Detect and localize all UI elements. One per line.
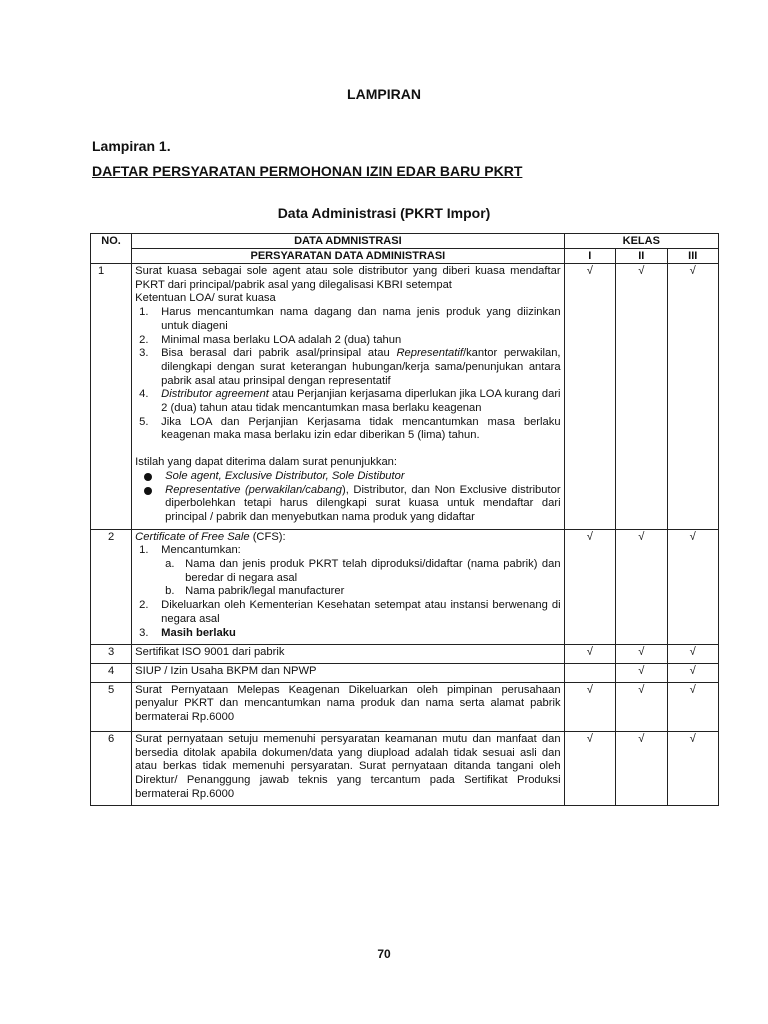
list-item: 3. Bisa berasal dari pabrik asal/prinsipal atau Representatif/kantor perwakilan, dilengkapi dengan surat keterangan hubungan/kerja sama/penunjukan antara pabrik asal atau prinsipal dengan representatif	[139, 347, 561, 387]
row1-istilah: Istilah yang dapat diterima dalam surat penunjukkan:	[135, 456, 397, 469]
row-number: 4	[91, 663, 132, 682]
section-title: Data Administrasi (PKRT Impor)	[277, 205, 491, 221]
list-item: a. Nama dan jenis produk PKRT telah diproduksi/didaftar (nama pabrik) dan beredar di negara asal	[165, 558, 561, 584]
page-number: 70	[377, 947, 391, 961]
requirements-table	[90, 233, 719, 806]
row2-list	[135, 544, 560, 640]
check-kelas-2: √	[616, 682, 667, 731]
header-data-sub: PERSYARATAN DATA ADMINISTRASI	[132, 249, 564, 264]
list-title: DAFTAR PERSYARATAN PERMOHONAN IZIN EDAR BARU PKRT	[92, 163, 523, 179]
table-row	[91, 529, 719, 645]
check-kelas-3: √	[667, 731, 719, 806]
check-kelas-3: √	[667, 663, 719, 682]
header-kelas-2: II	[616, 249, 667, 264]
list-item: Sole agent, Exclusive Distributor, Sole Distibutor	[135, 470, 560, 484]
row1-loa-title: Ketentuan LOA/ surat kuasa	[135, 292, 276, 305]
list-item: b. Nama pabrik/legal manufacturer	[165, 585, 345, 598]
row-content: Sertifikat ISO 9001 dari pabrik	[132, 645, 564, 664]
table-row	[91, 731, 719, 806]
table-row	[91, 264, 719, 530]
row-content: SIUP / Izin Usaha BKPM dan NPWP	[132, 663, 564, 682]
header-kelas: KELAS	[564, 234, 718, 249]
row-content	[132, 529, 564, 645]
check-kelas-3: √	[667, 645, 719, 664]
table-subheader-row	[91, 249, 719, 264]
row1-term-list	[135, 470, 560, 525]
row-content: Surat pernyataan setuju memenuhi persyaratan keamanan mutu dan manfaat dan bersedia ditolak apabila dokumen/data yang diupload adalah tidak sesuai asli dan atau berkas tidak memenuhi persyaratan. Surat pernyataan ditanda tangani oleh Direktur/ Penanggung jawab teknis yang tercantum pada Sertifikat Produksi bermaterai Rp.6000	[132, 731, 564, 806]
header-kelas-3: III	[667, 249, 719, 264]
table-row	[91, 682, 719, 731]
list-item: 1. Harus mencantumkan nama dagang dan nama jenis produk yang diizinkan untuk diageni	[139, 306, 561, 332]
row-content: Surat Pernyataan Melepas Keagenan Dikeluarkan oleh pimpinan perusahaan penyalur PKRT dan mencantumkan nama produk dan nama serta alamat pabrik bermaterai Rp.6000	[132, 682, 564, 731]
check-kelas-1: √	[564, 645, 615, 664]
row-number: 3	[91, 645, 132, 664]
row-number: 1	[91, 264, 132, 530]
page-title: LAMPIRAN	[347, 86, 421, 102]
check-kelas-2: √	[616, 645, 667, 664]
list-item: 3. Masih berlaku	[139, 626, 236, 639]
list-item: Representative (perwakilan/cabang), Distributor, dan Non Exclusive distributor diperbolehkan tetapi harus dilengkapi surat kuasa untuk mendaftar dari principal / pabrik dan menyebutkan nama produk yang didaftar	[135, 484, 560, 525]
appendix-label: Lampiran 1.	[92, 138, 171, 154]
check-kelas-3: √	[667, 529, 719, 645]
table-row	[91, 663, 719, 682]
header-kelas-1: I	[564, 249, 615, 264]
bullet-icon	[144, 473, 152, 481]
check-kelas-1: √	[564, 731, 615, 806]
check-kelas-1: √	[564, 264, 615, 530]
check-kelas-2: √	[616, 264, 667, 530]
list-item: 2. Minimal masa berlaku LOA adalah 2 (dua) tahun	[139, 333, 402, 346]
list-item: 4. Distributor agreement atau Perjanjian kerjasama diperlukan jika LOA kurang dari 2 (dua) tahun atau tidak mencantumkan masa berlaku keagenan	[139, 388, 561, 415]
row2-sublist	[159, 558, 560, 599]
check-kelas-1: √	[564, 529, 615, 645]
row-content	[132, 264, 564, 530]
list-item: 1. Mencantumkan: a. Nama dan jenis produk PKRT telah diproduksi/didaftar (nama pabrik) dan beredar di negara asal b. Nama pabrik/legal manufacturer	[139, 544, 561, 598]
row-number: 5	[91, 682, 132, 731]
bullet-icon	[144, 487, 152, 495]
row2-title: Certificate of Free Sale (CFS):	[135, 530, 286, 543]
row-number: 2	[91, 529, 132, 645]
check-kelas-2: √	[616, 731, 667, 806]
table-header-row	[91, 234, 719, 249]
header-data-top: DATA ADMNISTRASI	[132, 234, 564, 249]
row1-loa-list	[135, 306, 560, 443]
row1-intro: Surat kuasa sebagai sole agent atau sole distributor yang diberi kuasa mendaftar PKRT dari principal/pabrik asal yang dilegalisasi KBRI setempat	[135, 265, 561, 291]
table-row	[91, 645, 719, 664]
check-kelas-3: √	[667, 264, 719, 530]
check-kelas-1-empty	[564, 663, 615, 682]
list-item: 5. Jika LOA dan Perjanjian Kerjasama tidak mencantumkan masa berlaku keagenan maka masa berlaku izin edar diberikan 5 (lima) tahun.	[139, 415, 561, 442]
check-kelas-2: √	[616, 529, 667, 645]
check-kelas-3: √	[667, 682, 719, 731]
row-number: 6	[91, 731, 132, 806]
header-no: NO.	[91, 234, 132, 264]
check-kelas-2: √	[616, 663, 667, 682]
list-item: 2. Dikeluarkan oleh Kementerian Kesehatan setempat atau instansi berwenang di negara asal	[139, 599, 561, 625]
check-kelas-1: √	[564, 682, 615, 731]
